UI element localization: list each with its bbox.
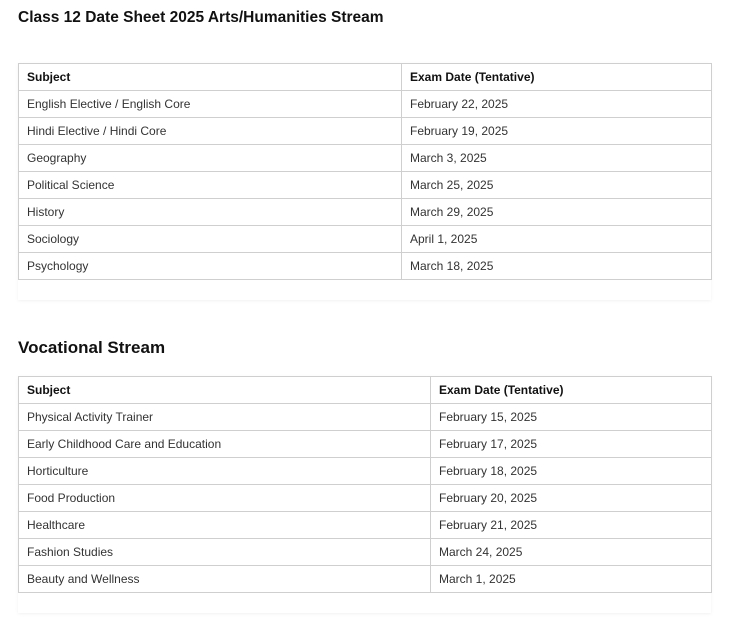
subject-cell: Hindi Elective / Hindi Core bbox=[19, 118, 402, 145]
table-row bbox=[19, 118, 712, 145]
vocational-table-container bbox=[18, 376, 711, 613]
subject-cell: Psychology bbox=[19, 253, 402, 280]
subject-cell: Political Science bbox=[19, 172, 402, 199]
table-header-row bbox=[19, 64, 712, 91]
subject-cell: Healthcare bbox=[19, 512, 431, 539]
exam-date-header: Exam Date (Tentative) bbox=[431, 377, 712, 404]
table-row bbox=[19, 91, 712, 118]
vocational-date-table bbox=[18, 376, 712, 593]
exam-date-cell: March 1, 2025 bbox=[431, 566, 712, 593]
subject-cell: History bbox=[19, 199, 402, 226]
exam-date-cell: February 21, 2025 bbox=[431, 512, 712, 539]
arts-table-container bbox=[18, 63, 711, 300]
subject-cell: Beauty and Wellness bbox=[19, 566, 431, 593]
subject-cell: Food Production bbox=[19, 485, 431, 512]
exam-date-cell: March 25, 2025 bbox=[402, 172, 712, 199]
table-row bbox=[19, 512, 712, 539]
exam-date-cell: March 29, 2025 bbox=[402, 199, 712, 226]
table-row bbox=[19, 431, 712, 458]
exam-date-cell: February 15, 2025 bbox=[431, 404, 712, 431]
subject-cell: Sociology bbox=[19, 226, 402, 253]
subject-header: Subject bbox=[19, 64, 402, 91]
arts-date-table bbox=[18, 63, 712, 280]
table-row bbox=[19, 485, 712, 512]
exam-date-cell: February 18, 2025 bbox=[431, 458, 712, 485]
exam-date-cell: February 17, 2025 bbox=[431, 431, 712, 458]
table-row bbox=[19, 404, 712, 431]
exam-date-header: Exam Date (Tentative) bbox=[402, 64, 712, 91]
table-header-row bbox=[19, 377, 712, 404]
exam-date-cell: March 3, 2025 bbox=[402, 145, 712, 172]
table-row bbox=[19, 199, 712, 226]
subject-cell: English Elective / English Core bbox=[19, 91, 402, 118]
subject-cell: Fashion Studies bbox=[19, 539, 431, 566]
vocational-section-title: Vocational Stream bbox=[18, 338, 166, 357]
table-row bbox=[19, 172, 712, 199]
table-row bbox=[19, 458, 712, 485]
table-row bbox=[19, 226, 712, 253]
table-row bbox=[19, 539, 712, 566]
table-row bbox=[19, 253, 712, 280]
exam-date-cell: February 22, 2025 bbox=[402, 91, 712, 118]
subject-cell: Geography bbox=[19, 145, 402, 172]
subject-cell: Physical Activity Trainer bbox=[19, 404, 431, 431]
exam-date-cell: March 24, 2025 bbox=[431, 539, 712, 566]
exam-date-cell: April 1, 2025 bbox=[402, 226, 712, 253]
table-row bbox=[19, 566, 712, 593]
subject-cell: Early Childhood Care and Education bbox=[19, 431, 431, 458]
subject-cell: Horticulture bbox=[19, 458, 431, 485]
exam-date-cell: February 19, 2025 bbox=[402, 118, 712, 145]
arts-section-title: Class 12 Date Sheet 2025 Arts/Humanities Stream bbox=[18, 9, 384, 26]
subject-header: Subject bbox=[19, 377, 431, 404]
exam-date-cell: March 18, 2025 bbox=[402, 253, 712, 280]
table-row bbox=[19, 145, 712, 172]
exam-date-cell: February 20, 2025 bbox=[431, 485, 712, 512]
